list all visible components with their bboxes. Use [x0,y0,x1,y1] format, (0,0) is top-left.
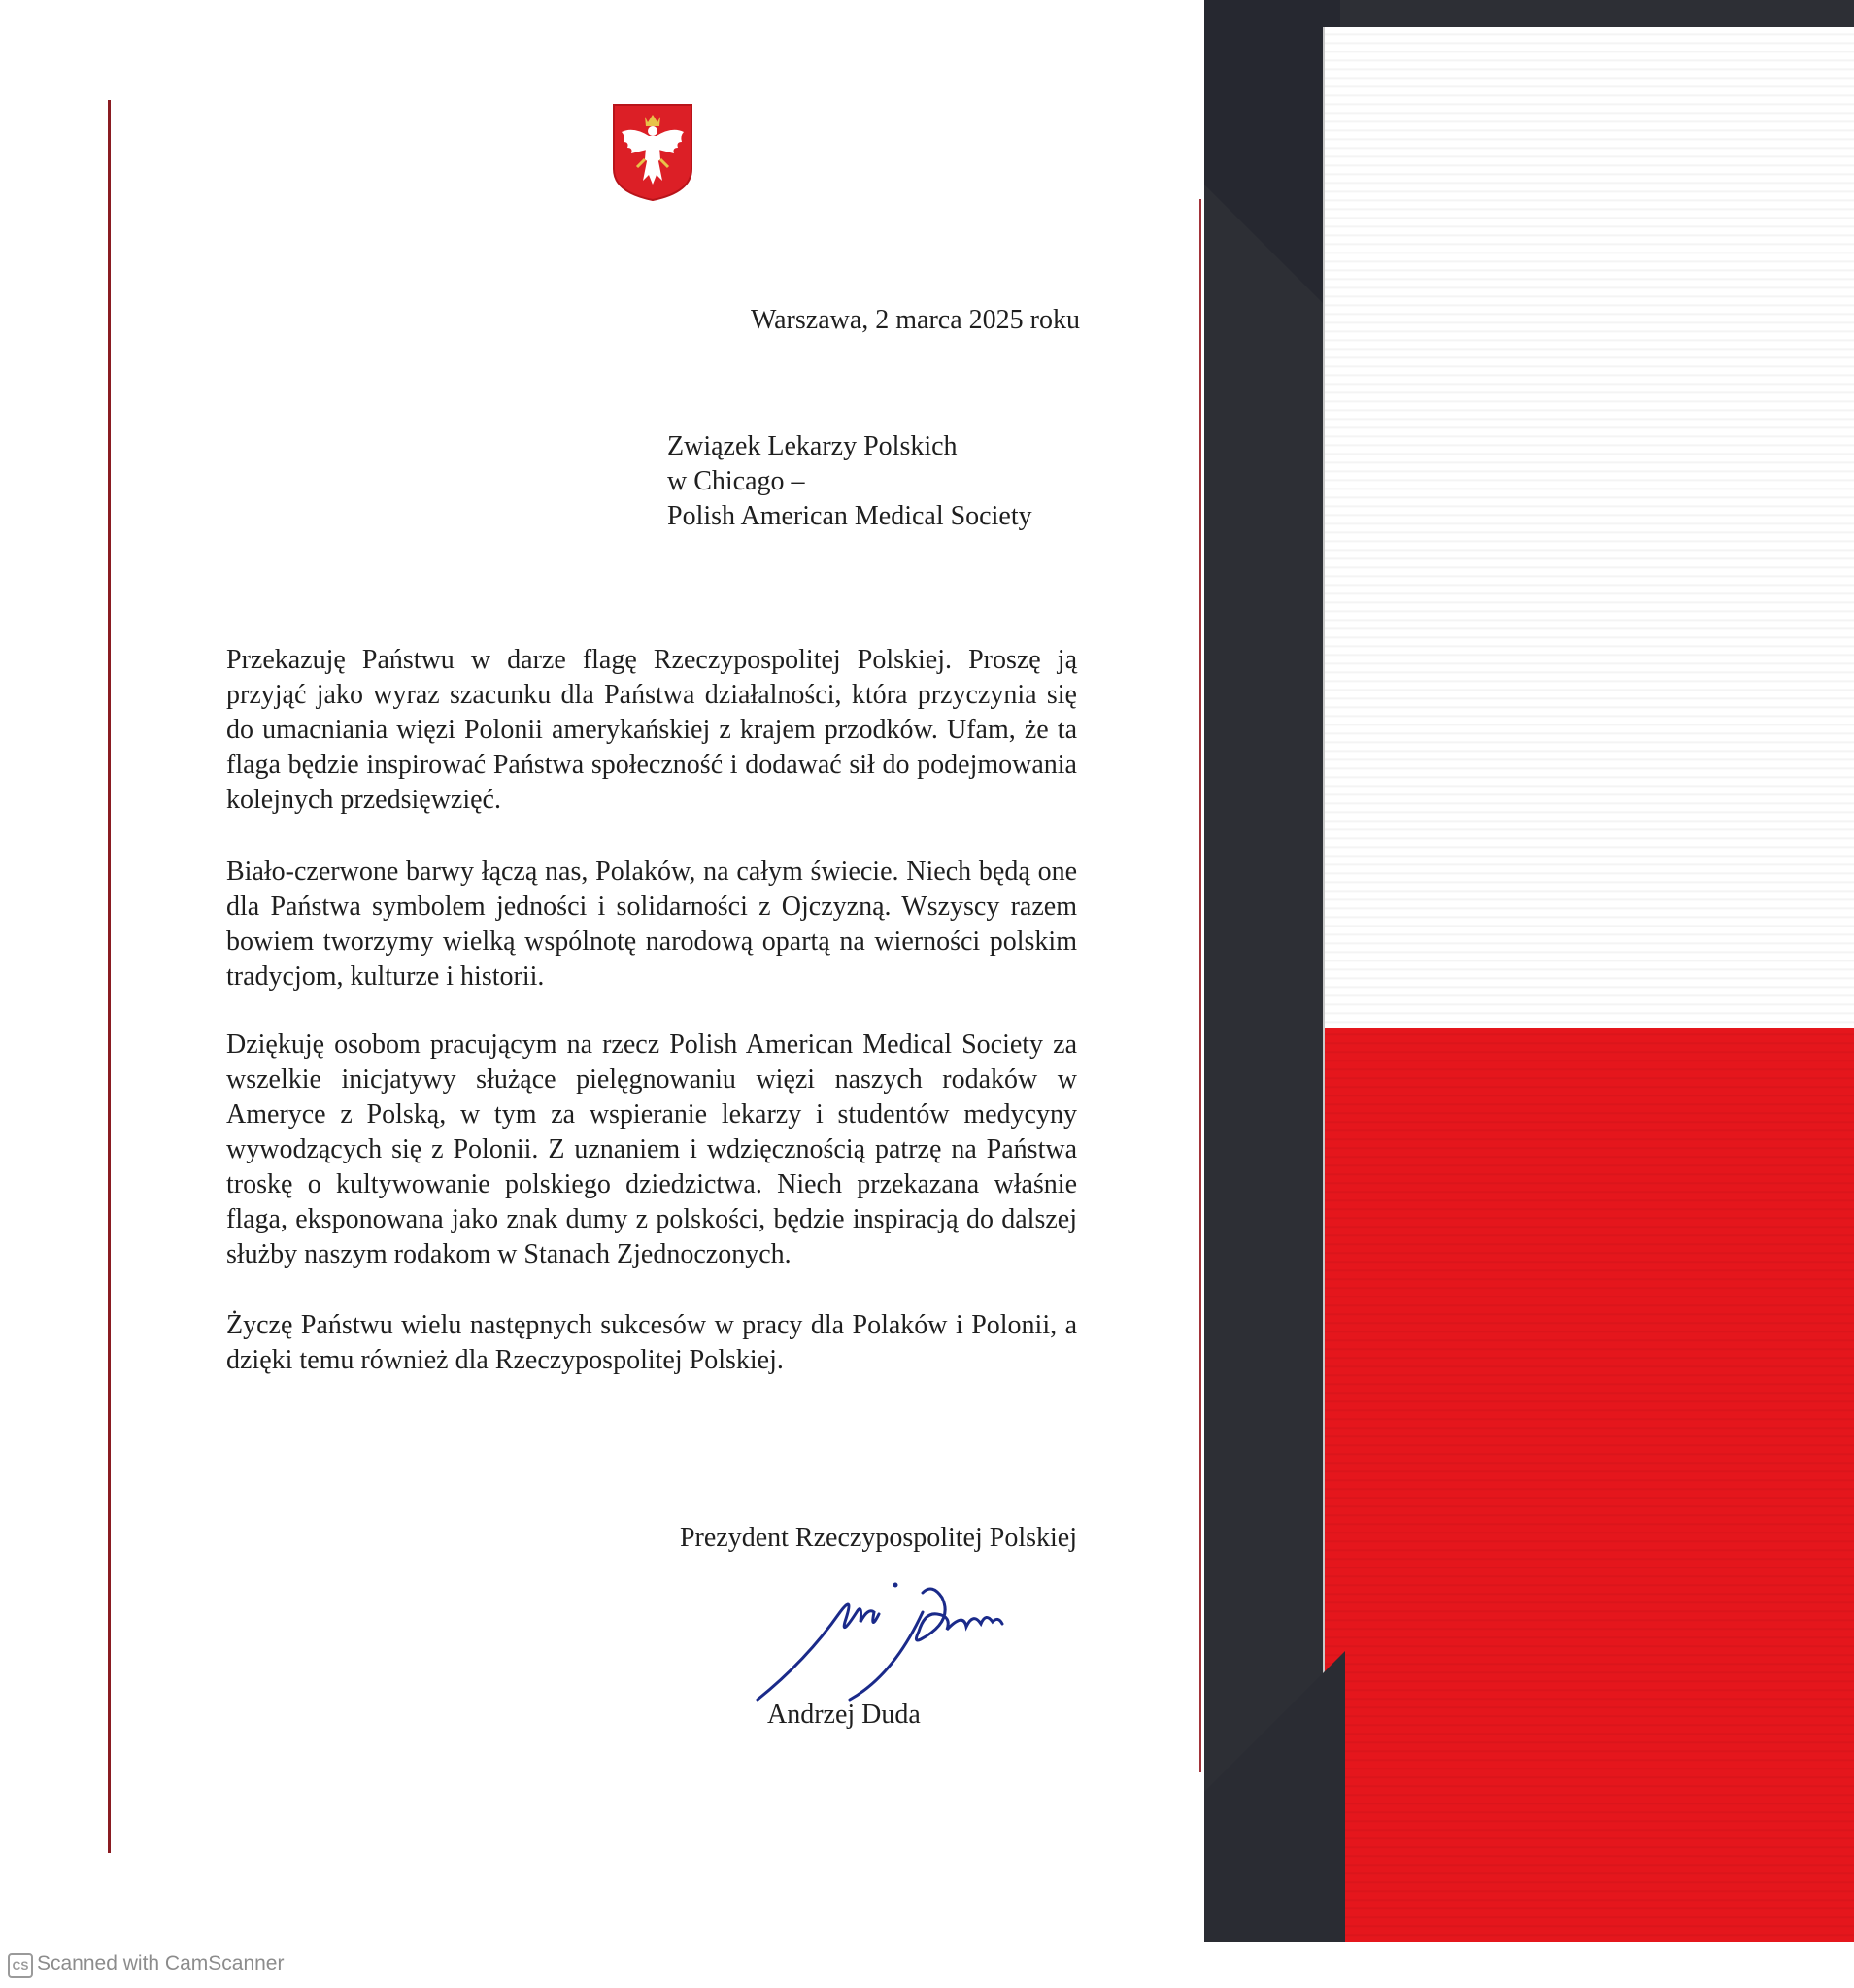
flag-red-stripe [1325,1028,1854,1942]
polish-flag [1323,27,1854,1942]
addressee-block [667,429,1153,534]
scanner-watermark-label: Scanned with CamScanner [37,1952,285,1974]
letter-paragraph: Biało-czerwone barwy łączą nas, Polaków, na całym świecie. Niech będą one dla Państwa symbolem jedności i solidarności z Ojczyzną. Wszyscy razem bowiem tworzymy wielką wspólnotę narodową opartą na wierności polskim tradycjom, kulturze i historii. [226,857,1077,992]
letter-date: Warszawa, 2 marca 2025 roku [750,305,1080,335]
flag-white-stripe [1325,27,1854,1028]
letter-paragraph: Dziękuję osobom pracującym na rzecz Polish American Medical Society za wszelkie inicjatywy służące pielęgnowaniu więzi naszych rodaków w Ameryce z Polską, w tym za wspieranie lekarzy i studentów medycyny wywodzących się z Polonii. Z uznaniem i wdzięcznością patrzę na Państwa troskę o kultywowanie polskiego dziedzictwa. Niech przekazana właśnie flaga, eksponowana jako znak dumy z polskości, będzie inspiracją do dalszej służby naszym rodakom w Stanach Zjednoczonych. [226,1029,1077,1269]
margin-line-right [1199,199,1201,1772]
letter-paragraph: Życzę Państwu wielu następnych sukcesów w pracy dla Polaków i Polonii, a dzięki temu również dla Rzeczypospolitej Polskiej. [226,1310,1077,1375]
addressee-line: w Chicago – [667,466,805,496]
addressee-line: Związek Lekarzy Polskich [667,431,958,461]
closing-title: Prezydent Rzeczypospolitej Polskiej [679,1523,1077,1553]
handwritten-signature [748,1554,1039,1719]
signer-name: Andrzej Duda [767,1700,921,1730]
scanner-footer [0,1942,1854,1988]
camscanner-logo-icon: CS [8,1953,33,1978]
margin-line-left [108,100,111,1853]
letter-paragraph: Przekazuję Państwu w darze flagę Rzeczypospolitej Polskiej. Proszę ją przyjąć jako wyraz szacunku dla Państwa działalności, która przyczynia się do umacniania więzi Polonii amerykańskiej z krajem przodków. Ufam, że ta flaga będzie inspirować Państwa społeczność i dodawać sił do podejmowania kolejnych przedsięwzięć. [226,645,1077,815]
polish-white-eagle-emblem-icon [612,103,693,202]
addressee-line: Polish American Medical Society [667,501,1032,531]
